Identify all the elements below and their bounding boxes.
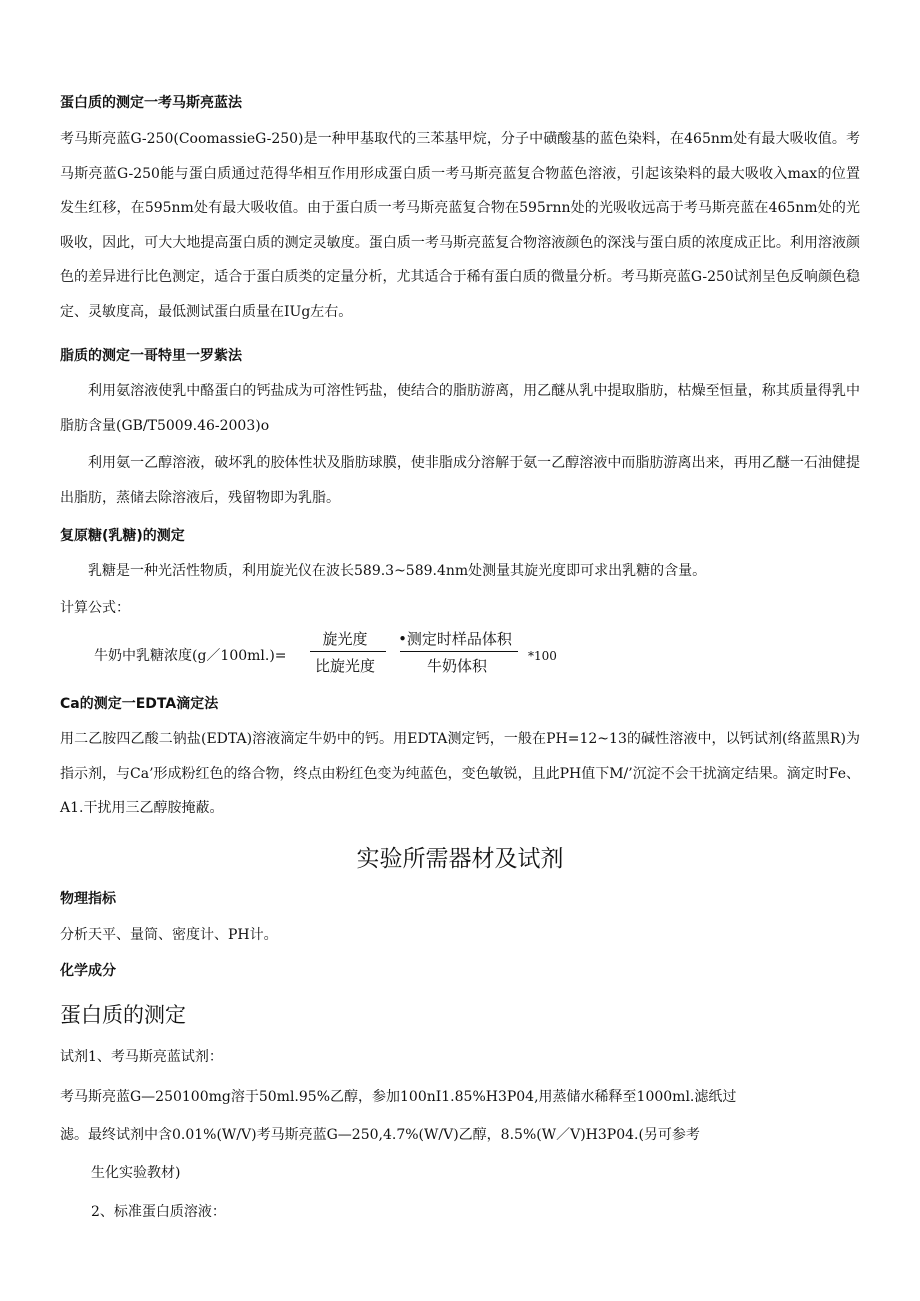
fraction-bar-2	[400, 651, 518, 652]
chemical-heading: 化学成分	[60, 963, 116, 979]
calcium-heading: Ca的测定一EDTA滴定法	[60, 696, 219, 712]
formula-factor: *100	[528, 649, 557, 663]
protein-determination-title: 蛋白质的测定	[60, 1003, 186, 1027]
formula-numerator-1: 旋光度	[322, 630, 368, 648]
formula-denominator-2: 牛奶体积	[426, 657, 487, 675]
protein-paragraph: 考马斯亮蓝G-250(CoomassieG-250)是一种甲基取代的三苯基甲烷，分子中磺酸基的蓝色染料，在465nm处有最大吸收值。考马斯亮蓝G-250能与蛋白质通过范得华相互作用形成蛋白质一考马斯亮蓝复合物蓝色溶液，引起该染料的最大吸收入max的位置发生红移，在595nm处有最大吸收值。由于蛋白质一考马斯亮蓝复合物在595rnn处的光吸收远高于考马斯亮蓝在465nm处的光吸收，因此，可大大地提高蛋白质的测定灵敏度。蛋白质一考马斯亮蓝复合物溶液颜色的深浅与蛋白质的浓度成正比。利用溶液颜色的差异进行比色测定，适合于蛋白质类的定量分析，尤其适合于稀有蛋白质的微量分析。考马斯亮蓝G-250试剂呈色反响颜色稳定、灵敏度高，最低测试蛋白质量在IUg左右。	[60, 131, 860, 320]
formula-label: 计算公式：	[60, 600, 130, 616]
calcium-paragraph: 用二乙胺四乙酸二钠盐(EDTA)溶液滴定牛奶中的钙。用EDTA测定钙，一般在PH=12~13的碱性溶液中，以钙试剂(络蓝黑R)为指示剂，与Ca’形成粉红色的络合物，终点由粉红色变为纯蓝色，变色敏锐，且此PH值下M/’沉淀不会干扰滴定结果。滴定时Fe、A1.干扰用三乙醇胺掩蔽。	[60, 731, 860, 817]
formula-lhs: 牛奶中乳糖浓度(g／100ml.)=	[94, 648, 287, 664]
fat-paragraph-1: 利用氨溶液使乳中酪蛋白的钙盐成为可溶性钙盐，使结合的脂肪游离，用乙醚从乳中提取脂肪，枯燥至恒量，称其质量得乳中脂肪含量(GB/T5009.46-2003)o	[60, 383, 860, 434]
fraction-bar-1	[310, 651, 386, 652]
lactose-paragraph: 乳糖是一种光活性物质，利用旋光仪在波长589.3~589.4nm处测量其旋光度即可求出乳糖的含量。	[88, 563, 707, 579]
fat-paragraph-2: 利用氨一乙醇溶液，破坏乳的胶体性状及脂肪球膜，使非脂成分溶解于氨一乙醇溶液中而脂肪游离出来，再用乙醚一石油健提出脂肪，蒸储去除溶液后，残留物即为乳脂。	[60, 455, 860, 506]
physical-text: 分析天平、量筒、密度计、PH计。	[60, 927, 278, 943]
formula-denominator-1: 比旋光度	[314, 657, 375, 675]
formula-numerator-2: •测定时样品体积	[398, 630, 512, 648]
reagent-1-label: 试剂1、考马斯亮蓝试剂：	[60, 1049, 223, 1065]
protein-heading: 蛋白质的测定一考马斯亮蓝法	[60, 95, 242, 111]
reagent-1-line-1: 考马斯亮蓝G—250100mg溶于50ml.95%乙醇，参加100nI1.85%H3P04,用蒸储水稀释至1000ml.滤纸过	[60, 1089, 737, 1105]
physical-heading: 物理指标	[60, 891, 116, 907]
reagent-1-line-2: 滤。最终试剂中含0.01%(W/V)考马斯亮蓝G—250,4.7%(W/V)乙醇，8.5%(W／V)H3P04.(另可参考	[60, 1127, 700, 1143]
fat-heading: 脂质的测定一哥特里一罗紫法	[60, 348, 242, 364]
lactose-heading: 复原糖(乳糖)的测定	[60, 528, 185, 544]
reagent-2-label: 2、标准蛋白质溶液：	[91, 1204, 226, 1220]
reagent-1-line-3: 生化实验教材)	[91, 1165, 181, 1181]
equipment-title: 实验所需器材及试剂	[356, 846, 564, 872]
